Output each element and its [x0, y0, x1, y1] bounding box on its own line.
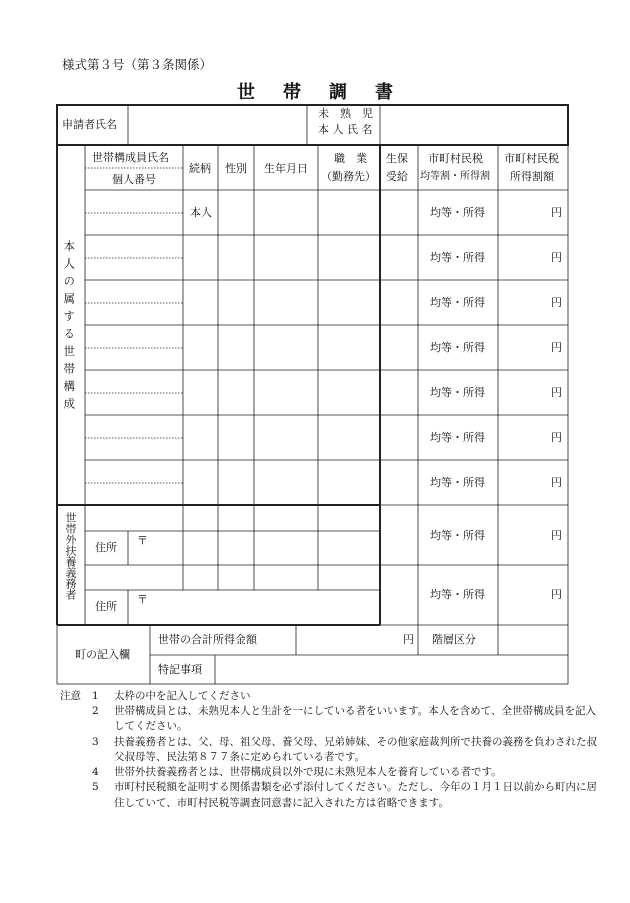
notes-label: 注意: [60, 690, 81, 702]
row-yen: 円: [551, 386, 562, 399]
header-tax1-b: 均等割・所得割: [420, 171, 490, 182]
outside-section-label: 世帯外扶養義務者: [64, 512, 77, 600]
header-welfare-2: 受給: [386, 170, 408, 183]
row-tax-type: 均等・所得: [430, 529, 485, 542]
row-tax-type: 均等・所得: [430, 431, 485, 444]
header-member-name: 世帯構成員氏名: [92, 151, 169, 164]
minor-name-label-1: 未 熟 児: [318, 107, 373, 120]
header-welfare-1: 生保: [386, 152, 408, 165]
address-label: 住所: [95, 541, 117, 554]
row-yen: 円: [551, 341, 562, 354]
row-yen: 円: [551, 476, 562, 489]
row-tax-type: 均等・所得: [430, 341, 485, 354]
postal-mark: 〒: [137, 593, 148, 606]
row-yen: 円: [551, 588, 562, 601]
note-item: 2 世帯構成員とは、未熟児本人と生計を一にしている者をいいます。本人を含めて、全世帯構成員を記入してください。: [92, 705, 596, 733]
address-label: 住所: [95, 600, 117, 613]
row-tax-type: 均等・所得: [430, 296, 485, 309]
header-tax2-a: 市町村民税: [504, 152, 559, 165]
row-tax-type: 均等・所得: [430, 588, 485, 601]
notes: [60, 689, 600, 811]
form-id: 様式第３号（第３条関係）: [62, 57, 213, 72]
header-tax2-b: 所得割額: [510, 170, 554, 183]
total-income-label: 世帯の合計所得金額: [158, 633, 257, 646]
header-birth: 生年月日: [264, 162, 308, 175]
applicant-name-label: 申請者氏名: [62, 118, 117, 131]
total-income-yen: 円: [403, 633, 414, 646]
header-sex: 性別: [225, 162, 247, 175]
row-tax-type: 均等・所得: [430, 206, 485, 219]
note-item: 注意 1 太枠の中を記入してください: [60, 689, 600, 704]
special-notes-label: 特記事項: [158, 663, 202, 676]
note-item: 4 世帯外扶養義務者とは、世帯構成員以外で現に未熟児本人を養育している者です。: [92, 766, 502, 779]
postal-mark: 〒: [137, 534, 148, 547]
row-yen: 円: [551, 431, 562, 444]
note-item: 3 扶養義務者とは、父、母、祖父母、養父母、兄弟姉妹、その他家庭裁判所で扶養の義務を負わされた叔父叔母等、民法第８７７条に定められている者です。: [92, 735, 597, 763]
header-tax1-a: 市町村民税: [428, 152, 483, 165]
row-tax-type: 均等・所得: [430, 251, 485, 264]
applicant-name-field[interactable]: [129, 106, 306, 144]
row-yen: 円: [551, 251, 562, 264]
minor-name-field[interactable]: [381, 106, 567, 144]
note-item: 5 市町村民税額を証明する関係書類を必ず添付してください。ただし、今年の１月１日以前から町内に居住していて、市町村民税等調査同意書に記入された方は省略できます。: [92, 781, 597, 809]
row-tax-type: 均等・所得: [430, 476, 485, 489]
page-title: 世帯調書: [237, 82, 421, 103]
row-yen: 円: [551, 529, 562, 542]
row-tax-type: 均等・所得: [430, 386, 485, 399]
town-section-label: 町の記入欄: [75, 648, 130, 661]
header-id-number: 個人番号: [112, 173, 156, 186]
minor-name-label-2: 本 人 氏 名: [318, 123, 373, 136]
row-yen: 円: [551, 206, 562, 219]
header-relation: 続柄: [189, 162, 211, 175]
header-workplace: （勤務先）: [321, 170, 376, 183]
header-job: 職 業: [334, 152, 367, 165]
row-yen: 円: [551, 296, 562, 309]
class-label: 階層区分: [432, 633, 476, 646]
self-relation: 本人: [190, 206, 212, 219]
household-section-label: 本人の属する世帯構成: [62, 240, 77, 415]
